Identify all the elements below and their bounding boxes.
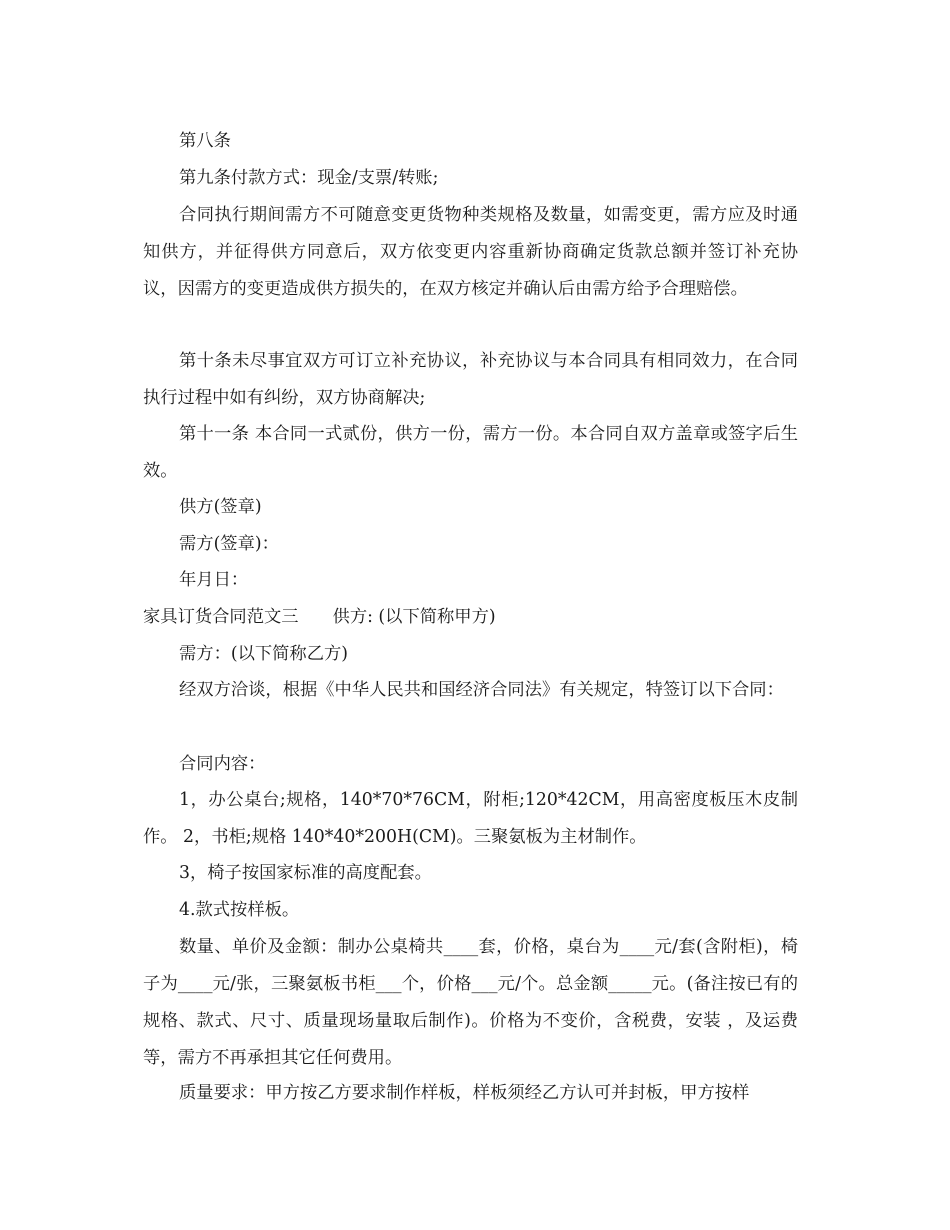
buyer-signature-line: 需方(签章)：: [179, 534, 279, 554]
item-4-paragraph: 4.款式按样板。: [179, 900, 300, 920]
date-line: 年月日：: [179, 570, 249, 590]
supplier-party-a: 供方: (以下简称甲方): [332, 607, 496, 627]
item-1-2-paragraph: 1，办公桌台;规格，140*70*76CM，附柜;120*42CM，用高密度板压木皮制作。 2，书柜;规格 140*40*200H(CM)。三聚氨板为主材制作。: [143, 790, 798, 847]
contract-title: 家具订货合同范文三: [143, 607, 299, 627]
contract-content-heading: 合同内容：: [179, 754, 266, 774]
preamble-paragraph: 经双方洽谈，根据《中华人民共和国经济合同法》有关规定，特签订以下合同：: [179, 680, 784, 700]
article-11-paragraph: 第十一条 本合同一式贰份，供方一份，需方一份。本合同自双方盖章或签字后生效。: [143, 424, 798, 481]
quality-requirements-paragraph: 质量要求：甲方按乙方要求制作样板，样板须经乙方认可并封板，甲方按样: [179, 1083, 750, 1103]
contract-three-heading-line: [143, 599, 798, 636]
article-8: 第八条: [179, 131, 231, 151]
article-10-paragraph: 第十条未尽事宜双方可订立补充协议，补充协议与本合同具有相同效力，在合同执行过程中如有纠纷，双方协商解决;: [143, 351, 798, 408]
article-9-payment: 第九条付款方式：现金/支票/转账;: [179, 168, 439, 188]
buyer-party-b: 需方：(以下简称乙方): [179, 644, 349, 664]
supplier-signature-line: 供方(签章): [179, 497, 262, 517]
change-clause-paragraph: 合同执行期间需方不可随意变更货物种类规格及数量，如需变更，需方应及时通知供方，并征得供方同意后，双方依变更内容重新协商确定货款总额并签订补充协议，因需方的变更造成供方损失的，在双方核定并确认后由需方给予合理赔偿。: [143, 205, 798, 299]
item-3-paragraph: 3，椅子按国家标准的高度配套。: [179, 863, 432, 883]
quantity-price-paragraph: 数量、单价及金额：制办公桌椅共____套，价格，桌台为____元/套(含附柜)，椅子为____元/张，三聚氨板书柜___个，价格___元/个。总金额_____元。(备注按已有的规格、款式、尺寸、质量现场量取后制作)。价格为不变价，含税费，安装 ，及运费等，需方不再承担其它任何费用。: [143, 937, 798, 1068]
